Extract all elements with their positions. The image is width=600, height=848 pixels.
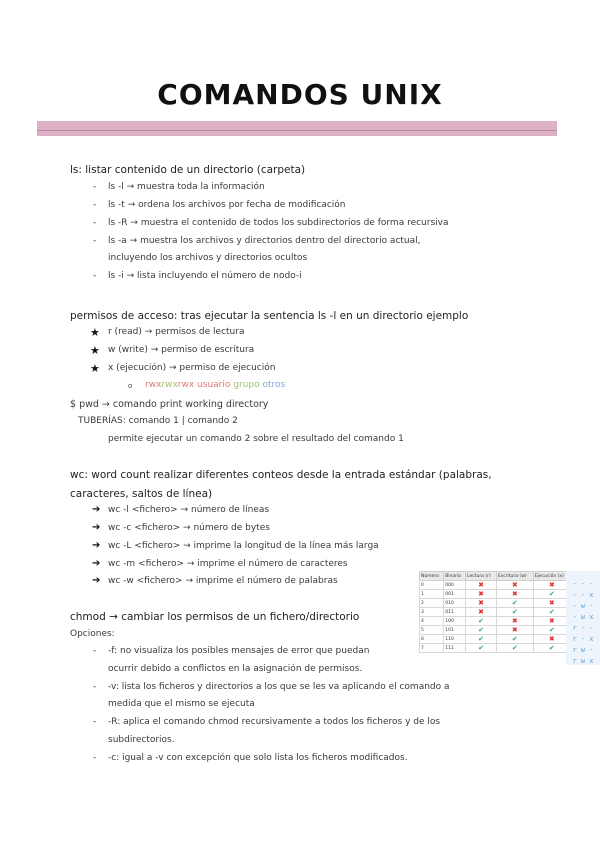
table-row bbox=[420, 608, 571, 617]
table-cell: 011 bbox=[444, 608, 466, 617]
perm-others: rwx bbox=[177, 380, 195, 390]
table-header-cell: Escritura (w) bbox=[497, 572, 534, 581]
table-cell: 111 bbox=[444, 644, 466, 653]
bullet-dash: - bbox=[93, 682, 97, 692]
check-icon: ✔ bbox=[466, 617, 497, 626]
arrow-bullet-icon: ➔ bbox=[92, 504, 101, 515]
bullet-dash: - bbox=[93, 236, 97, 246]
wc-heading: wc: word count realizar diferentes conteos desde la entrada estándar (palabras, bbox=[70, 469, 492, 481]
chmod-heading: chmod → cambiar los permisos de un fichero/directorio bbox=[70, 611, 360, 623]
ls-item: ls -R → muestra el contenido de todos los subdirectorios de forma recursiva bbox=[108, 218, 449, 228]
cross-icon: ✖ bbox=[533, 617, 570, 626]
cross-icon: ✖ bbox=[497, 617, 534, 626]
table-cell: 4 bbox=[420, 617, 444, 626]
sidebox-spacer bbox=[566, 571, 600, 579]
wc-item: wc -L <fichero> → imprime la longitud de la línea más larga bbox=[108, 541, 379, 551]
ls-item: ls -a → muestra los archivos y directorios dentro del directorio actual, bbox=[108, 236, 421, 246]
chmod-option: -f: no visualiza los posibles mensajes de error que puedan bbox=[108, 646, 370, 656]
check-icon: ✔ bbox=[497, 644, 534, 653]
ls-item-continuation: incluyendo los archivos y directorios ocultos bbox=[108, 253, 308, 263]
wc-item: wc -m <fichero> → imprime el número de caracteres bbox=[108, 559, 348, 569]
permiso-item: x (ejecución) → permiso de ejecución bbox=[108, 363, 276, 373]
table-header-cell: Binario bbox=[444, 572, 466, 581]
bullet-dash: - bbox=[93, 218, 97, 228]
notation-item: - w - bbox=[572, 602, 594, 610]
table-cell: 000 bbox=[444, 581, 466, 590]
cross-icon: ✖ bbox=[466, 608, 497, 617]
wc-item: wc -l <fichero> → número de líneas bbox=[108, 505, 270, 515]
star-bullet-icon: ★ bbox=[90, 344, 100, 357]
table-header-row bbox=[420, 572, 571, 581]
cross-icon: ✖ bbox=[533, 581, 570, 590]
bullet-dash: - bbox=[93, 753, 97, 763]
table-cell: 0 bbox=[420, 581, 444, 590]
check-icon: ✔ bbox=[533, 626, 570, 635]
permissions-table bbox=[419, 571, 571, 653]
perm-label-user: usuario bbox=[197, 380, 231, 390]
ls-item: ls -i → lista incluyendo el número de nodo-i bbox=[108, 271, 302, 281]
wc-item: wc -c <fichero> → número de bytes bbox=[108, 523, 270, 533]
arrow-bullet-icon: ➔ bbox=[92, 575, 101, 586]
tuberias-label: TUBERÍAS: comando 1 | comando 2 bbox=[78, 416, 238, 426]
ls-item: ls -l → muestra toda la información bbox=[108, 182, 265, 192]
chmod-option-continuation: ocurrir debido a conflictos en la asignación de permisos. bbox=[108, 664, 363, 674]
notation-item: r - - bbox=[572, 624, 594, 632]
cross-icon: ✖ bbox=[466, 590, 497, 599]
check-icon: ✔ bbox=[497, 635, 534, 644]
table-cell: 1 bbox=[420, 590, 444, 599]
check-icon: ✔ bbox=[497, 599, 534, 608]
notation-item: - w x bbox=[572, 613, 594, 621]
circle-bullet-icon: o bbox=[128, 382, 133, 390]
notation-item: r w x bbox=[572, 657, 594, 665]
perm-label-others: otros bbox=[262, 380, 286, 390]
check-icon: ✔ bbox=[466, 644, 497, 653]
cross-icon: ✖ bbox=[533, 599, 570, 608]
table-row bbox=[420, 617, 571, 626]
permission-notation-list bbox=[566, 571, 600, 665]
table-cell: 101 bbox=[444, 626, 466, 635]
cross-icon: ✖ bbox=[533, 635, 570, 644]
permisos-heading: permisos de acceso: tras ejecutar la sentencia ls -l en un directorio ejemplo bbox=[70, 310, 469, 322]
table-row bbox=[420, 635, 571, 644]
arrow-bullet-icon: ➔ bbox=[92, 522, 101, 533]
table-header-cell: Ejecución (x) bbox=[533, 572, 570, 581]
table-cell: 5 bbox=[420, 626, 444, 635]
chmod-option: -v: lista los ficheros y directorios a los que se les va aplicando el comando a bbox=[108, 682, 450, 692]
bullet-dash: - bbox=[93, 271, 97, 281]
permiso-item: r (read) → permisos de lectura bbox=[108, 327, 245, 337]
table-cell: 010 bbox=[444, 599, 466, 608]
wc-item: wc -w <fichero> → imprime el número de palabras bbox=[108, 576, 338, 586]
check-icon: ✔ bbox=[533, 590, 570, 599]
check-icon: ✔ bbox=[497, 608, 534, 617]
table-cell: 7 bbox=[420, 644, 444, 653]
cross-icon: ✖ bbox=[466, 581, 497, 590]
table-cell: 100 bbox=[444, 617, 466, 626]
title-underline-rule bbox=[37, 130, 557, 131]
pwd-line: $ pwd → comando print working directory bbox=[70, 399, 269, 410]
ls-item: ls -t → ordena los archivos por fecha de modificación bbox=[108, 200, 346, 210]
permiso-item: w (write) → permiso de escritura bbox=[108, 345, 255, 355]
perm-user: rwx bbox=[145, 380, 162, 390]
check-icon: ✔ bbox=[466, 635, 497, 644]
notation-item: r - x bbox=[572, 635, 594, 643]
cross-icon: ✖ bbox=[466, 599, 497, 608]
cross-icon: ✖ bbox=[497, 626, 534, 635]
table-header-cell: Número bbox=[420, 572, 444, 581]
perm-label-group: grupo bbox=[233, 380, 260, 390]
check-icon: ✔ bbox=[466, 626, 497, 635]
arrow-bullet-icon: ➔ bbox=[92, 540, 101, 551]
bullet-dash: - bbox=[93, 182, 97, 192]
wc-heading-continuation: caracteres, saltos de línea) bbox=[70, 488, 213, 500]
table-cell: 3 bbox=[420, 608, 444, 617]
notation-item: r w - bbox=[572, 646, 594, 654]
chmod-option-continuation: medida que el mismo se ejecuta bbox=[108, 699, 255, 709]
table-row bbox=[420, 626, 571, 635]
table-cell: 001 bbox=[444, 590, 466, 599]
chmod-option: -c: igual a -v con excepción que solo lista los ficheros modificados. bbox=[108, 753, 408, 763]
check-icon: ✔ bbox=[533, 644, 570, 653]
table-cell: 6 bbox=[420, 635, 444, 644]
perm-group: rwx bbox=[161, 380, 178, 390]
arrow-bullet-icon: ➔ bbox=[92, 558, 101, 569]
star-bullet-icon: ★ bbox=[90, 362, 100, 375]
bullet-dash: - bbox=[93, 646, 97, 656]
permission-example bbox=[145, 380, 285, 390]
table-row bbox=[420, 581, 571, 590]
table-cell: 110 bbox=[444, 635, 466, 644]
cross-icon: ✖ bbox=[497, 581, 534, 590]
tuberias-desc: permite ejecutar un comando 2 sobre el resultado del comando 1 bbox=[108, 434, 404, 444]
title-underline-band bbox=[37, 121, 557, 136]
cross-icon: ✖ bbox=[497, 590, 534, 599]
star-bullet-icon: ★ bbox=[90, 326, 100, 339]
chmod-options-label: Opciones: bbox=[70, 629, 115, 639]
page-title: COMANDOS UNIX bbox=[157, 78, 443, 111]
notation-item: - - x bbox=[572, 591, 594, 599]
table-cell: 2 bbox=[420, 599, 444, 608]
check-icon: ✔ bbox=[533, 608, 570, 617]
table-row bbox=[420, 599, 571, 608]
chmod-option-continuation: subdirectorios. bbox=[108, 735, 175, 745]
table-row bbox=[420, 644, 571, 653]
chmod-option: -R: aplica el comando chmod recursivamente a todos los ficheros y de los bbox=[108, 717, 441, 727]
notation-item: - - - bbox=[572, 580, 594, 588]
bullet-dash: - bbox=[93, 200, 97, 210]
table-row bbox=[420, 590, 571, 599]
bullet-dash: - bbox=[93, 717, 97, 727]
table-header-cell: Lectura (r) bbox=[466, 572, 497, 581]
ls-heading: ls: listar contenido de un directorio (carpeta) bbox=[70, 164, 306, 176]
